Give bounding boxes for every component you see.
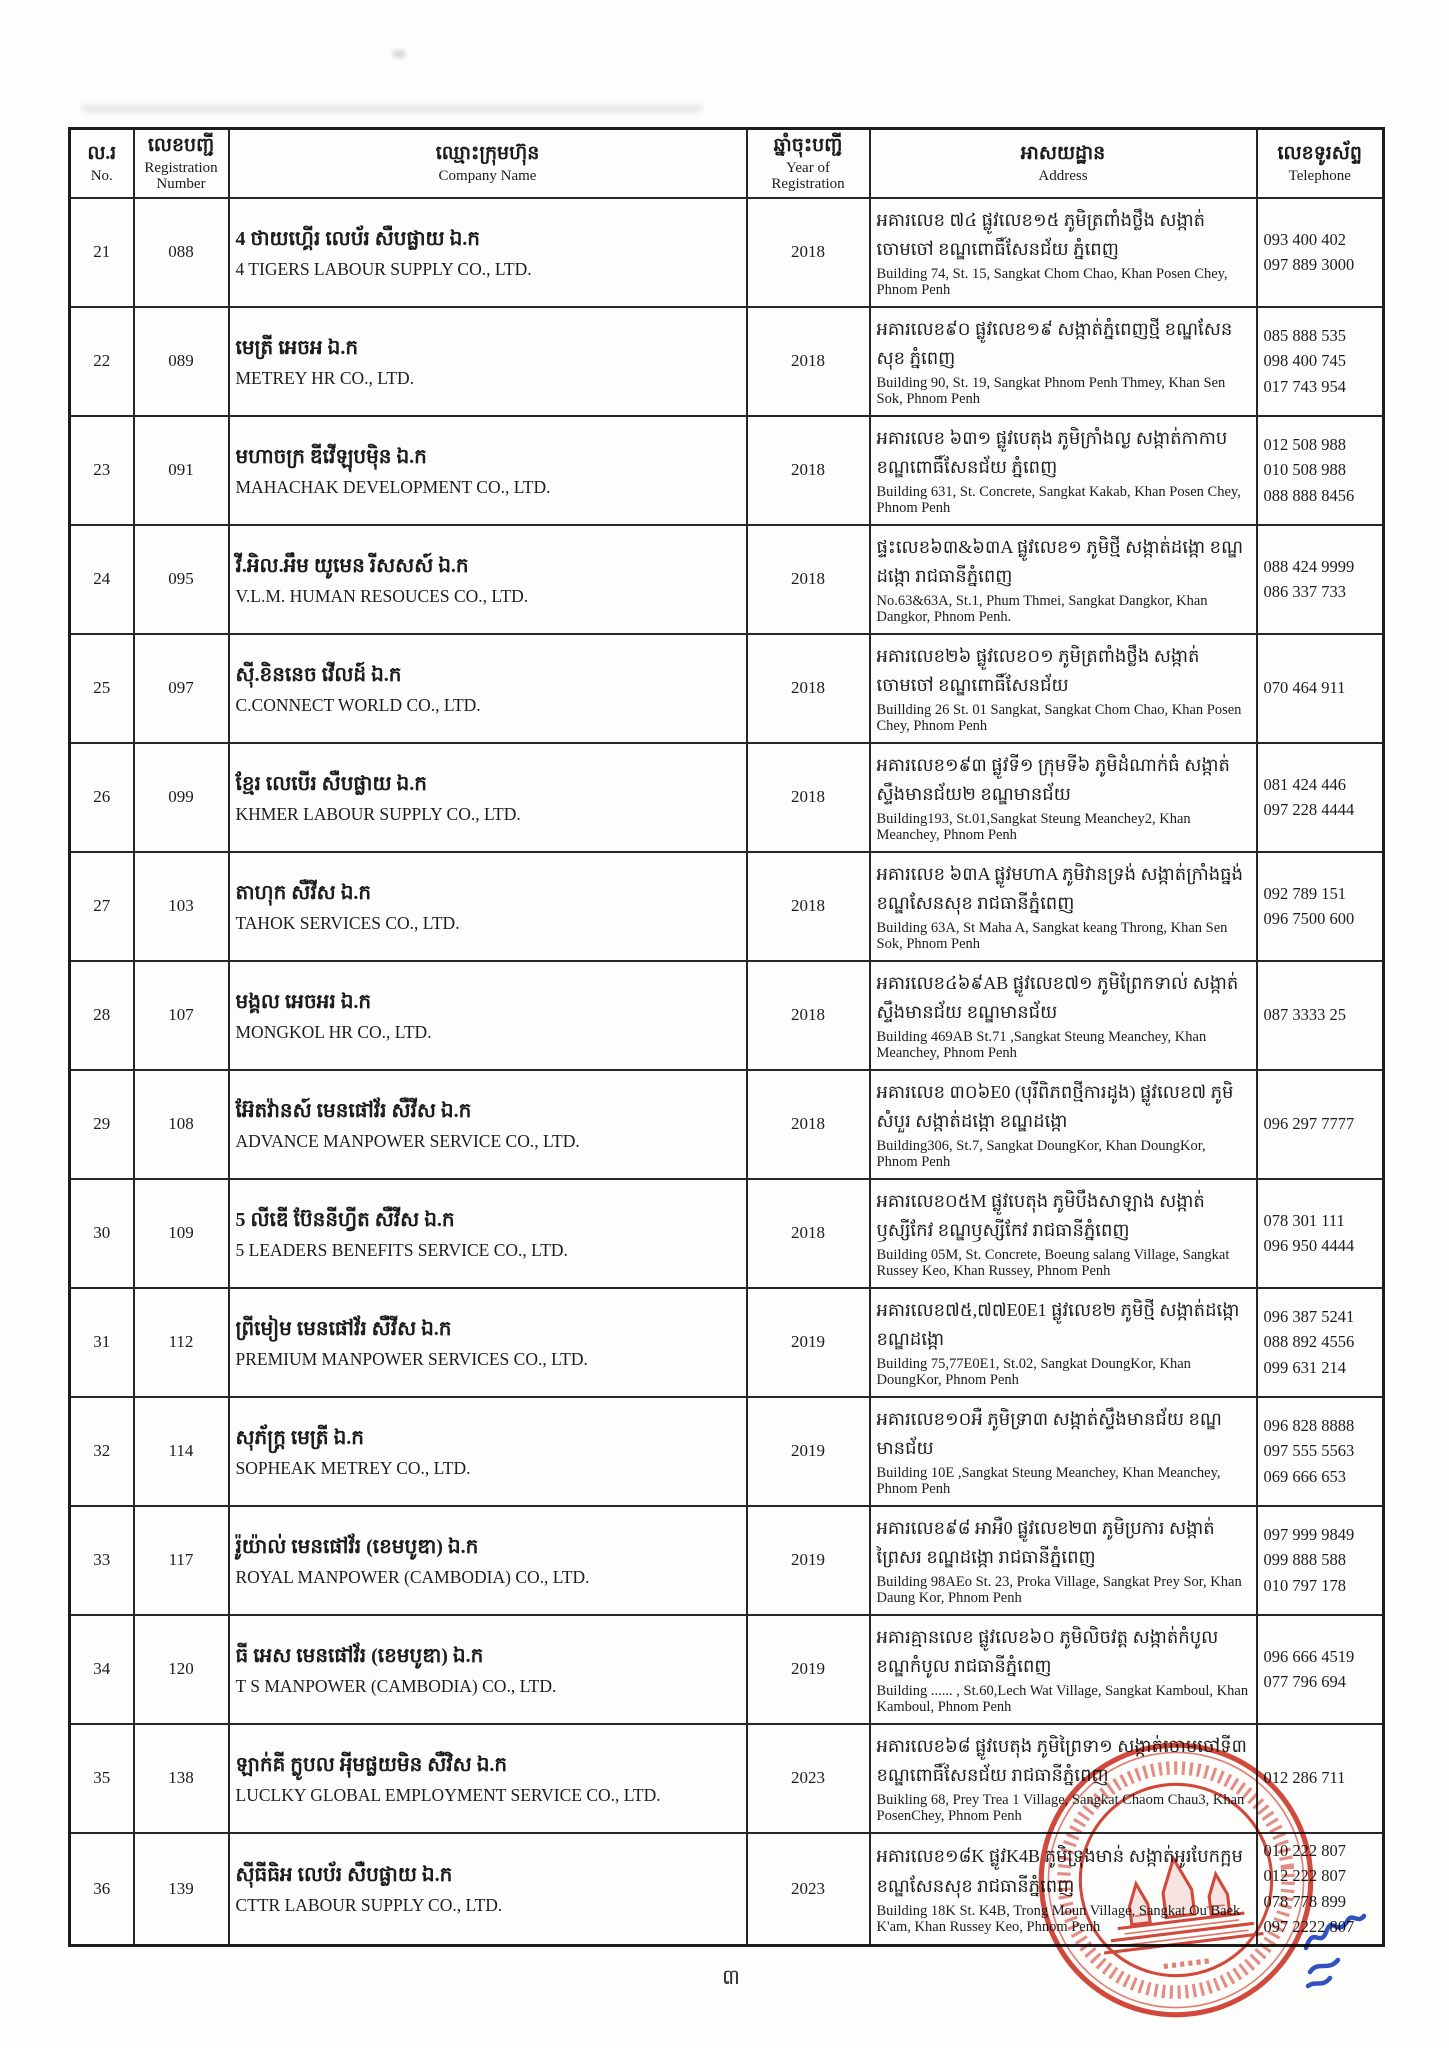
header-telephone-english: Telephone xyxy=(1288,168,1351,184)
header-year-khmer: ឆ្នាំចុះបញ្ជី xyxy=(773,135,843,156)
company-name-cell xyxy=(229,1288,747,1397)
address-khmer: អគារលេខ៩៨ អាអឺ0 ផ្លូវលេខ២៣ ភូមិប្រការ សង្កាត់ព្រៃសរ ខណ្ឌដង្កោ រាជធានីភ្នំពេញ xyxy=(876,1517,1215,1568)
company-name-khmer: មង្គល អេចអរ ឯ.ក xyxy=(235,990,372,1013)
address-cell xyxy=(870,1070,1257,1179)
telephone-cell xyxy=(1257,1724,1384,1833)
company-name-english: MAHACHAK DEVELOPMENT CO., LTD. xyxy=(235,476,551,497)
header-no-english: No. xyxy=(90,168,113,184)
phone-number: 088 892 4556 xyxy=(1263,1332,1355,1352)
telephone-cell xyxy=(1257,743,1384,852)
row-number: 24 xyxy=(70,525,134,634)
address-english: Building 98AEo St. 23, Proka Village, Sangkat Prey Sor, Khan Daung Kor, Phnom Penh xyxy=(876,1574,1242,1607)
table-row xyxy=(70,307,1384,416)
company-name-english: METREY HR CO., LTD. xyxy=(235,367,415,388)
table-header xyxy=(70,129,1384,198)
table-row xyxy=(70,961,1384,1070)
telephone-cell xyxy=(1257,1397,1384,1506)
registration-year: 2018 xyxy=(747,307,870,416)
header-address xyxy=(870,129,1257,198)
address-khmer: អគារលេខ២៦ ផ្លូវលេខ០១ ភូមិត្រពាំងថ្លឹង សង្កាត់ចោមចៅ ខណ្ឌពោធិ៍សែនជ័យ xyxy=(876,645,1200,696)
row-number: 33 xyxy=(70,1506,134,1615)
phone-number: 012 222 807 xyxy=(1263,1866,1346,1886)
address-english: Building 63A, St Maha A, Sangkat keang Throng, Khan Sen Sok, Phnom Penh xyxy=(876,920,1228,953)
phone-number: 085 888 535 xyxy=(1263,325,1346,345)
header-year-english: Year of Registration xyxy=(771,159,845,193)
header-registration-number xyxy=(134,129,229,198)
company-name-khmer: ស៊ីធីធិអ លេប័រ សឺបផ្លាយ ឯ.ក xyxy=(235,1864,453,1887)
phone-number: 096 666 4519 xyxy=(1263,1646,1355,1666)
header-address-english: Address xyxy=(1038,168,1088,184)
company-name-khmer: 5 លីឌើ ប៊ែននីហ្វីត សឺវីស ឯ.ក xyxy=(235,1208,455,1231)
phone-number: 086 337 733 xyxy=(1263,582,1346,602)
address-english: Building306, St.7, Sangkat DoungKor, Khan DoungKor, Phnom Penh xyxy=(876,1138,1206,1171)
phone-number: 088 424 9999 xyxy=(1263,556,1355,576)
phone-number: 010 508 988 xyxy=(1263,460,1346,480)
address-khmer: អគារលេខ ៣០៦E0 (បុរីពិភពថ្មីការដូង) ផ្លូវលេខ៧ ភូមិសំបួរ សង្កាត់ដង្កោ ខណ្ឌដង្កោ xyxy=(876,1081,1234,1132)
telephone-cell xyxy=(1257,961,1384,1070)
address-cell xyxy=(870,852,1257,961)
address-khmer: អគារលេខ១០អឺ ភូមិទ្រា៣ សង្កាត់ស្ទឹងមានជ័យ ខណ្ឌមានជ័យ xyxy=(876,1408,1222,1459)
phone-number: 081 424 446 xyxy=(1263,774,1346,794)
registration-year: 2018 xyxy=(747,1070,870,1179)
company-name-cell xyxy=(229,416,747,525)
address-english: Building 90, St. 19, Sangkat Phnom Penh Thmey, Khan Sen Sok, Phnom Penh xyxy=(876,375,1226,408)
registration-year: 2023 xyxy=(747,1833,870,1946)
company-name-cell xyxy=(229,1615,747,1724)
row-number: 26 xyxy=(70,743,134,852)
registration-year: 2018 xyxy=(747,198,870,307)
registration-year: 2019 xyxy=(747,1288,870,1397)
table-row xyxy=(70,198,1384,307)
company-name-english: KHMER LABOUR SUPPLY CO., LTD. xyxy=(235,803,521,824)
address-cell xyxy=(870,525,1257,634)
registration-number: 109 xyxy=(134,1179,229,1288)
address-khmer: អគារលេខ០៥M ផ្លូវបេតុង ភូមិបឹងសាឡាង សង្កាត់ឫស្សីកែវ ខណ្ឌឫស្សីកែវ រាជធានីភ្នំពេញ xyxy=(876,1190,1205,1241)
company-name-english: LUCLKY GLOBAL EMPLOYMENT SERVICE CO., LTD. xyxy=(235,1784,661,1805)
company-name-cell xyxy=(229,852,747,961)
address-cell xyxy=(870,634,1257,743)
company-name-khmer: រ៉ូយ៉ាល់ មេនផៅវ័រ (ខេមបូឌា) ឯ.ក xyxy=(235,1535,479,1558)
header-company-name-khmer: ឈ្មោះក្រុមហ៊ុន xyxy=(435,143,540,165)
phone-number: 078 301 111 xyxy=(1263,1210,1345,1230)
company-table-body xyxy=(70,198,1384,1946)
header-registration-number-khmer: លេខបញ្ជី xyxy=(147,135,215,156)
row-number: 35 xyxy=(70,1724,134,1833)
telephone-cell xyxy=(1257,198,1384,307)
header-row xyxy=(70,129,1384,198)
company-name-english: SOPHEAK METREY CO., LTD. xyxy=(235,1457,471,1478)
phone-number: 096 387 5241 xyxy=(1263,1306,1355,1326)
registration-year: 2019 xyxy=(747,1615,870,1724)
phone-number: 010 797 178 xyxy=(1263,1576,1346,1596)
company-name-english: PREMIUM MANPOWER SERVICES CO., LTD. xyxy=(235,1348,588,1369)
address-cell xyxy=(870,198,1257,307)
company-name-khmer: សុភ័ក្រ្ត មេត្រី ឯ.ក xyxy=(235,1426,364,1449)
telephone-cell xyxy=(1257,1288,1384,1397)
registration-year: 2019 xyxy=(747,1506,870,1615)
telephone-cell xyxy=(1257,1506,1384,1615)
phone-number: 010 222 807 xyxy=(1263,1840,1346,1860)
telephone-cell xyxy=(1257,525,1384,634)
phone-number: 012 508 988 xyxy=(1263,434,1346,454)
company-name-cell xyxy=(229,1833,747,1946)
scan-artifact xyxy=(82,105,702,112)
phone-number: 097 228 4444 xyxy=(1263,800,1355,820)
registration-number: 095 xyxy=(134,525,229,634)
header-no xyxy=(70,129,134,198)
telephone-cell xyxy=(1257,416,1384,525)
company-name-english: 5 LEADERS BENEFITS SERVICE CO., LTD. xyxy=(235,1239,568,1260)
address-cell xyxy=(870,1724,1257,1833)
company-name-khmer: វី.អិល.អឹម យូមេន រីសសស៍ ឯ.ក xyxy=(235,554,469,577)
address-khmer: ផ្ទះលេខ៦៣&៦៣A ផ្លូវលេខ១ ភូមិថ្មី សង្កាត់ដង្កោ ខណ្ឌដង្កោ រាជធានីភ្នំពេញ xyxy=(876,536,1244,587)
telephone-cell xyxy=(1257,1179,1384,1288)
address-khmer: អគារលេខ ៦៣A ផ្លូវមហាA ភូមិវានទ្រង់ សង្កាត់ក្រាំងធ្នង់ ខណ្ឌសែនសុខ រាជធានីភ្នំពេញ xyxy=(876,863,1244,914)
header-address-khmer: អាសយដ្ឋាន xyxy=(1020,143,1106,165)
company-name-cell xyxy=(229,634,747,743)
address-english: Building 631, St. Concrete, Sangkat Kakab, Khan Posen Chey, Phnom Penh xyxy=(876,484,1241,517)
phone-number: 069 666 653 xyxy=(1263,1467,1346,1487)
registration-number: 107 xyxy=(134,961,229,1070)
address-english: No.63&63A, St.1, Phum Thmei, Sangkat Dangkor, Khan Dangkor, Phnom Penh. xyxy=(876,593,1208,626)
phone-number: 097 999 9849 xyxy=(1263,1524,1355,1544)
address-english: Buillding 26 St. 01 Sangkat, Sangkat Chom Chao, Khan Posen Chey, Phnom Penh xyxy=(876,702,1242,735)
phone-number: 099 631 214 xyxy=(1263,1358,1346,1378)
registration-year: 2018 xyxy=(747,525,870,634)
registration-number: 091 xyxy=(134,416,229,525)
registration-number: 112 xyxy=(134,1288,229,1397)
registration-year: 2018 xyxy=(747,416,870,525)
phone-number: 012 286 711 xyxy=(1263,1768,1346,1788)
address-khmer: អគារលេខ១៩៣ ផ្លូវទី១ ក្រុមទី៦ ភូមិដំណាក់ធំ សង្កាត់ស្ទឹងមានជ័យ២ ខណ្ឌមានជ័យ xyxy=(876,754,1230,805)
phone-number: 097 555 5563 xyxy=(1263,1441,1355,1461)
company-name-cell xyxy=(229,1397,747,1506)
registration-number: 139 xyxy=(134,1833,229,1946)
company-name-khmer: ធី អេស មេនផៅវ័រ (ខេមបូឌា) ឯ.ក xyxy=(235,1644,484,1667)
table-row xyxy=(70,852,1384,961)
phone-number: 017 743 954 xyxy=(1263,377,1346,397)
company-name-cell xyxy=(229,1724,747,1833)
phone-number: 098 400 745 xyxy=(1263,351,1346,371)
phone-number: 096 950 4444 xyxy=(1263,1236,1355,1256)
address-khmer: អគារលេខ ៧៤ ផ្លូវលេខ១៥ ភូមិត្រពាំងថ្លឹង សង្កាត់ចោមចៅ ខណ្ឌពោធិ៍សែនជ័យ ភ្នំពេញ xyxy=(876,209,1206,260)
row-number: 36 xyxy=(70,1833,134,1946)
company-name-english: ROYAL MANPOWER (CAMBODIA) CO., LTD. xyxy=(235,1566,590,1587)
company-name-cell xyxy=(229,307,747,416)
address-khmer: អគារលេខ ៦៣១ ផ្លូវបេតុង ភូមិក្រាំងល្ង សង្កាត់កាកាប ខណ្ឌពោធិ៍សែនជ័យ ភ្នំពេញ xyxy=(876,427,1228,478)
row-number: 30 xyxy=(70,1179,134,1288)
table-row xyxy=(70,1724,1384,1833)
header-registration-number-english: Registration Number xyxy=(144,159,218,193)
company-name-khmer: ឡាក់គី ក្លូបល អុីមផ្លយមិន សឺវិស ឯ.ក xyxy=(235,1753,508,1776)
registration-number: 138 xyxy=(134,1724,229,1833)
company-name-cell xyxy=(229,961,747,1070)
row-number: 32 xyxy=(70,1397,134,1506)
address-cell xyxy=(870,1397,1257,1506)
company-name-khmer: តាហុក សឺវីស ឯ.ក xyxy=(235,881,372,904)
address-cell xyxy=(870,307,1257,416)
address-khmer: អគារលេខ៧៥,៧៧E0E1 ផ្លូវលេខ២ ភូមិថ្មី សង្កាត់ដង្កោ ខណ្ឌដង្កោ xyxy=(876,1299,1240,1350)
address-english: Building ...... , St.60,Lech Wat Village, Sangkat Kamboul, Khan Kamboul, Phnom Penh xyxy=(876,1683,1249,1716)
address-khmer: អគារគ្មានលេខ ផ្លូវលេខ៦០ ភូមិលិចវត្ត សង្កាត់កំបូល ខណ្ឌកំបូល រាជធានីភ្នំពេញ xyxy=(876,1626,1219,1677)
table-row xyxy=(70,1179,1384,1288)
address-english: Buikling 68, Prey Trea 1 Village, Sangkat Chaom Chau3, Khan PosenChey, Phnom Penh xyxy=(876,1792,1245,1825)
address-cell xyxy=(870,1179,1257,1288)
table-row xyxy=(70,1833,1384,1946)
address-english: Building 469AB St.71 ,Sangkat Steung Meanchey, Khan Meanchey, Phnom Penh xyxy=(876,1029,1207,1062)
table-row xyxy=(70,1506,1384,1615)
address-english: Building 05M, St. Concrete, Boeung salang Village, Sangkat Russey Keo, Khan Russey, Phnom Penh xyxy=(876,1247,1230,1280)
row-number: 34 xyxy=(70,1615,134,1724)
address-cell xyxy=(870,1506,1257,1615)
phone-number: 070 464 911 xyxy=(1263,678,1346,698)
table-row xyxy=(70,1397,1384,1506)
phone-number: 092 789 151 xyxy=(1263,883,1346,903)
telephone-cell xyxy=(1257,1615,1384,1724)
company-name-khmer: មហាចក្រ ឌីវើឡុបមុិន ឯ.ក xyxy=(235,445,427,468)
registration-number: 114 xyxy=(134,1397,229,1506)
registration-year: 2018 xyxy=(747,743,870,852)
header-company-name xyxy=(229,129,747,198)
telephone-cell xyxy=(1257,307,1384,416)
phone-number: 096 297 7777 xyxy=(1263,1114,1355,1134)
registration-number: 103 xyxy=(134,852,229,961)
registration-year: 2018 xyxy=(747,961,870,1070)
company-name-english: C.CONNECT WORLD CO., LTD. xyxy=(235,694,481,715)
company-name-english: ADVANCE MANPOWER SERVICE CO., LTD. xyxy=(235,1130,580,1151)
scan-artifact xyxy=(392,50,406,58)
telephone-cell xyxy=(1257,634,1384,743)
row-number: 25 xyxy=(70,634,134,743)
company-name-khmer: អ៊ែតវ៉ានស៍ មេនផៅវ័រ សឺវីស ឯ.ក xyxy=(235,1099,472,1122)
company-name-cell xyxy=(229,1179,747,1288)
company-name-cell xyxy=(229,198,747,307)
company-name-cell xyxy=(229,1070,747,1179)
address-english: Building 18K St. K4B, Trong Moun Village, Sangkat Ou Baek K'am, Khan Russey Keo, Phnom Penh xyxy=(876,1902,1241,1936)
company-name-english: T S MANPOWER (CAMBODIA) CO., LTD. xyxy=(235,1675,557,1696)
header-telephone-khmer: លេខទូរស័ព្ទ xyxy=(1277,143,1362,165)
address-cell xyxy=(870,743,1257,852)
company-name-cell xyxy=(229,1506,747,1615)
header-no-khmer: ល.រ xyxy=(87,143,117,165)
row-number: 27 xyxy=(70,852,134,961)
phone-number: 077 796 694 xyxy=(1263,1672,1346,1692)
header-telephone xyxy=(1257,129,1384,198)
phone-number: 096 7500 600 xyxy=(1263,909,1355,929)
table-row xyxy=(70,743,1384,852)
company-name-khmer: មេត្រី អេចអ ឯ.ក xyxy=(235,336,359,359)
registration-year: 2023 xyxy=(747,1724,870,1833)
page-number: ៣ xyxy=(722,1965,740,1989)
company-name-khmer: ខ្មែរ លេបើរ សឺបផ្លាយ ឯ.ក xyxy=(235,772,427,795)
address-khmer: អគារលេខ១៨K ផ្លូវK4B ភូមិទ្រុងមាន់ សង្កាត់អូរបែកក្អម ខណ្ឌសែនសុខ រាជធានីភ្នំពេញ xyxy=(876,1846,1243,1896)
company-name-english: CTTR LABOUR SUPPLY CO., LTD. xyxy=(235,1895,503,1916)
address-cell xyxy=(870,1833,1257,1946)
address-english: Building 75,77E0E1, St.02, Sangkat DoungKor, Khan DoungKor, Phnom Penh xyxy=(876,1356,1191,1389)
company-name-english: TAHOK SERVICES CO., LTD. xyxy=(235,912,460,933)
company-name-khmer: ស៊ី.ខិននេច វើលដ៍ ឯ.ក xyxy=(235,663,402,686)
address-cell xyxy=(870,1615,1257,1724)
row-number: 31 xyxy=(70,1288,134,1397)
phone-number: 097 2222 807 xyxy=(1263,1917,1355,1937)
row-number: 21 xyxy=(70,198,134,307)
row-number: 29 xyxy=(70,1070,134,1179)
telephone-cell xyxy=(1257,852,1384,961)
company-name-english: V.L.M. HUMAN RESOUCES CO., LTD. xyxy=(235,585,529,606)
phone-number: 099 888 588 xyxy=(1263,1550,1346,1570)
table-row xyxy=(70,1070,1384,1179)
company-name-english: MONGKOL HR CO., LTD. xyxy=(235,1021,432,1042)
address-english: Building193, St.01,Sangkat Steung Meanchey2, Khan Meanchey, Phnom Penh xyxy=(876,811,1191,844)
row-number: 28 xyxy=(70,961,134,1070)
header-company-name-english: Company Name xyxy=(438,168,537,184)
address-khmer: អគារលេខ៩០ ផ្លូវលេខ១៩ សង្កាត់ភ្នំពេញថ្មី ខណ្ឌសែនសុខ ភ្នំពេញ xyxy=(876,318,1233,369)
address-english: Building 10E ,Sangkat Steung Meanchey, Khan Meanchey, Phnom Penh xyxy=(876,1465,1221,1498)
phone-number: 088 888 8456 xyxy=(1263,486,1355,506)
registration-number: 099 xyxy=(134,743,229,852)
address-english: Building 74, St. 15, Sangkat Chom Chao, Khan Posen Chey, Phnom Penh xyxy=(876,266,1228,299)
table-row xyxy=(70,1288,1384,1397)
company-registry-table xyxy=(68,127,1385,1947)
company-name-khmer: 4 ថាយហ្គើរ លេប័រ សឺបផ្លាយ ឯ.ក xyxy=(235,227,480,250)
table-row xyxy=(70,525,1384,634)
address-cell xyxy=(870,416,1257,525)
phone-number: 097 889 3000 xyxy=(1263,255,1355,275)
company-name-cell xyxy=(229,525,747,634)
registration-number: 088 xyxy=(134,198,229,307)
registration-number: 108 xyxy=(134,1070,229,1179)
registration-year: 2018 xyxy=(747,852,870,961)
table-row xyxy=(70,634,1384,743)
registration-year: 2019 xyxy=(747,1397,870,1506)
address-cell xyxy=(870,1288,1257,1397)
company-name-khmer: ព្រីមៀម មេនផៅវ័រ សឺវីស ឯ.ក xyxy=(235,1317,452,1340)
telephone-cell xyxy=(1257,1070,1384,1179)
company-name-english: 4 TIGERS LABOUR SUPPLY CO., LTD. xyxy=(235,258,532,279)
header-year xyxy=(747,129,870,198)
row-number: 22 xyxy=(70,307,134,416)
table-row xyxy=(70,1615,1384,1724)
phone-number: 078 778 899 xyxy=(1263,1891,1346,1911)
registration-number: 097 xyxy=(134,634,229,743)
address-khmer: អគារលេខ៤៦៩AB ផ្លូវលេខ៧១ ភូមិព្រែកទាល់ សង្កាត់ស្ទឹងមានជ័យ ខណ្ឌមានជ័យ xyxy=(876,972,1239,1023)
registration-number: 120 xyxy=(134,1615,229,1724)
telephone-cell xyxy=(1257,1833,1384,1946)
phone-number: 093 400 402 xyxy=(1263,229,1346,249)
address-khmer: អគារលេខ៦៨ ផ្លូវបេតុង ភូមិព្រៃទា១ សង្កាត់ចោមចៅទី៣ ខណ្ឌពោធិ៍សែនជ័យ រាជធានីភ្នំពេញ xyxy=(876,1735,1247,1786)
address-cell xyxy=(870,961,1257,1070)
registration-number: 089 xyxy=(134,307,229,416)
phone-number: 087 3333 25 xyxy=(1263,1005,1346,1025)
table-row xyxy=(70,416,1384,525)
registration-year: 2018 xyxy=(747,1179,870,1288)
row-number: 23 xyxy=(70,416,134,525)
registration-year: 2018 xyxy=(747,634,870,743)
registration-number: 117 xyxy=(134,1506,229,1615)
company-name-cell xyxy=(229,743,747,852)
phone-number: 096 828 8888 xyxy=(1263,1415,1355,1435)
